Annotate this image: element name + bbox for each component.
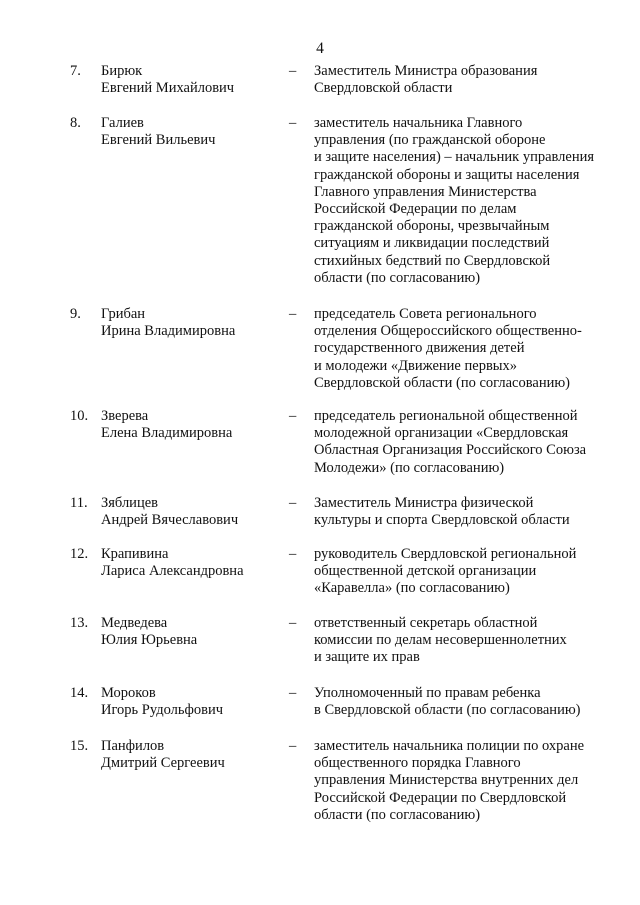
role-line: Главного управления Министерства xyxy=(314,183,537,200)
member-name xyxy=(101,685,281,719)
member-given-names: Ирина Владимировна xyxy=(101,323,236,340)
role-line: Российской Федерации по Свердловской xyxy=(314,789,567,806)
member-surname: Бирюк xyxy=(101,63,143,79)
role-line: «Каравелла» (по согласованию) xyxy=(314,580,510,597)
role-line: ситуациям и ликвидации последствий xyxy=(314,235,550,252)
role-line: Молодежи» (по согласованию) xyxy=(314,459,505,476)
role-line: области (по согласованию) xyxy=(314,806,481,823)
member-role xyxy=(314,615,614,667)
entry-number: 10. xyxy=(70,408,89,424)
member-role xyxy=(314,685,614,719)
member-name xyxy=(101,63,281,97)
entry-dash: – xyxy=(289,408,297,424)
member-name xyxy=(101,115,281,149)
member-surname: Грибан xyxy=(101,306,146,322)
role-line: в Свердловской области (по согласованию) xyxy=(314,702,581,719)
member-name xyxy=(101,738,281,772)
member-given-names: Евгений Вильевич xyxy=(101,132,216,149)
role-line: заместитель начальника полиции по охране xyxy=(314,738,585,754)
entry-number: 13. xyxy=(70,615,89,631)
entry-dash: – xyxy=(289,495,297,511)
role-line: комиссии по делам несовершеннолетних xyxy=(314,632,567,649)
role-line: и защите их прав xyxy=(314,649,420,666)
member-surname: Мороков xyxy=(101,685,156,701)
member-surname: Панфилов xyxy=(101,738,165,754)
role-line: Свердловской области (по согласованию) xyxy=(314,374,571,391)
member-given-names: Андрей Вячеславович xyxy=(101,512,239,529)
member-given-names: Дмитрий Сергеевич xyxy=(101,755,225,772)
member-role xyxy=(314,408,614,477)
role-line: Уполномоченный по правам ребенка xyxy=(314,685,541,701)
role-line: стихийных бедствий по Свердловской xyxy=(314,252,551,269)
role-line: гражданской обороны и защиты населения xyxy=(314,166,580,183)
entry-number: 15. xyxy=(70,738,89,754)
entry-number: 12. xyxy=(70,546,89,562)
member-surname: Медведева xyxy=(101,615,168,631)
member-role xyxy=(314,495,614,529)
member-surname: Зверева xyxy=(101,408,149,424)
role-line: общественной детской организации xyxy=(314,563,537,580)
page-number: 4 xyxy=(316,40,324,57)
entry-number: 7. xyxy=(70,63,81,79)
entry-dash: – xyxy=(289,738,297,754)
member-role xyxy=(314,738,614,824)
member-given-names: Игорь Рудольфович xyxy=(101,702,224,719)
role-line: области (по согласованию) xyxy=(314,269,481,286)
entry-dash: – xyxy=(289,115,297,131)
member-role xyxy=(314,63,614,97)
member-role xyxy=(314,306,614,392)
role-line: и молодежи «Движение первых» xyxy=(314,357,518,374)
member-name xyxy=(101,615,281,649)
member-name xyxy=(101,408,281,442)
role-line: гражданской обороны, чрезвычайным xyxy=(314,218,550,235)
member-role xyxy=(314,546,614,598)
entry-number: 11. xyxy=(70,495,88,511)
role-line: Свердловской области xyxy=(314,80,453,97)
entry-dash: – xyxy=(289,546,297,562)
role-line: молодежной организации «Свердловская xyxy=(314,425,569,442)
entry-number: 14. xyxy=(70,685,89,701)
role-line: председатель Совета регионального xyxy=(314,306,537,322)
entry-number: 9. xyxy=(70,306,81,322)
entry-number: 8. xyxy=(70,115,81,131)
role-line: отделения Общероссийского общественно- xyxy=(314,323,582,340)
member-given-names: Лариса Александровна xyxy=(101,563,244,580)
role-line: Заместитель Министра образования xyxy=(314,63,538,79)
member-name xyxy=(101,546,281,580)
entry-dash: – xyxy=(289,63,297,79)
member-surname: Зяблицев xyxy=(101,495,158,511)
member-role xyxy=(314,115,614,287)
entry-dash: – xyxy=(289,685,297,701)
role-line: и защите населения) – начальник управления xyxy=(314,149,595,166)
entry-dash: – xyxy=(289,615,297,631)
role-line: управления Министерства внутренних дел xyxy=(314,772,579,789)
role-line: руководитель Свердловской региональной xyxy=(314,546,577,562)
role-line: заместитель начальника Главного xyxy=(314,115,523,131)
member-given-names: Елена Владимировна xyxy=(101,425,233,442)
member-given-names: Евгений Михайлович xyxy=(101,80,235,97)
role-line: Российской Федерации по делам xyxy=(314,201,517,218)
role-line: культуры и спорта Свердловской области xyxy=(314,512,570,529)
entry-dash: – xyxy=(289,306,297,322)
role-line: государственного движения детей xyxy=(314,340,525,357)
role-line: Областная Организация Российского Союза xyxy=(314,442,587,459)
member-name xyxy=(101,306,281,340)
member-surname: Галиев xyxy=(101,115,144,131)
role-line: Заместитель Министра физической xyxy=(314,495,534,511)
member-name xyxy=(101,495,281,529)
member-surname: Крапивина xyxy=(101,546,169,562)
member-given-names: Юлия Юрьевна xyxy=(101,632,198,649)
role-line: ответственный секретарь областной xyxy=(314,615,538,631)
role-line: управления (по гражданской обороне xyxy=(314,132,546,149)
role-line: общественного порядка Главного xyxy=(314,755,521,772)
role-line: председатель региональной общественной xyxy=(314,408,578,424)
